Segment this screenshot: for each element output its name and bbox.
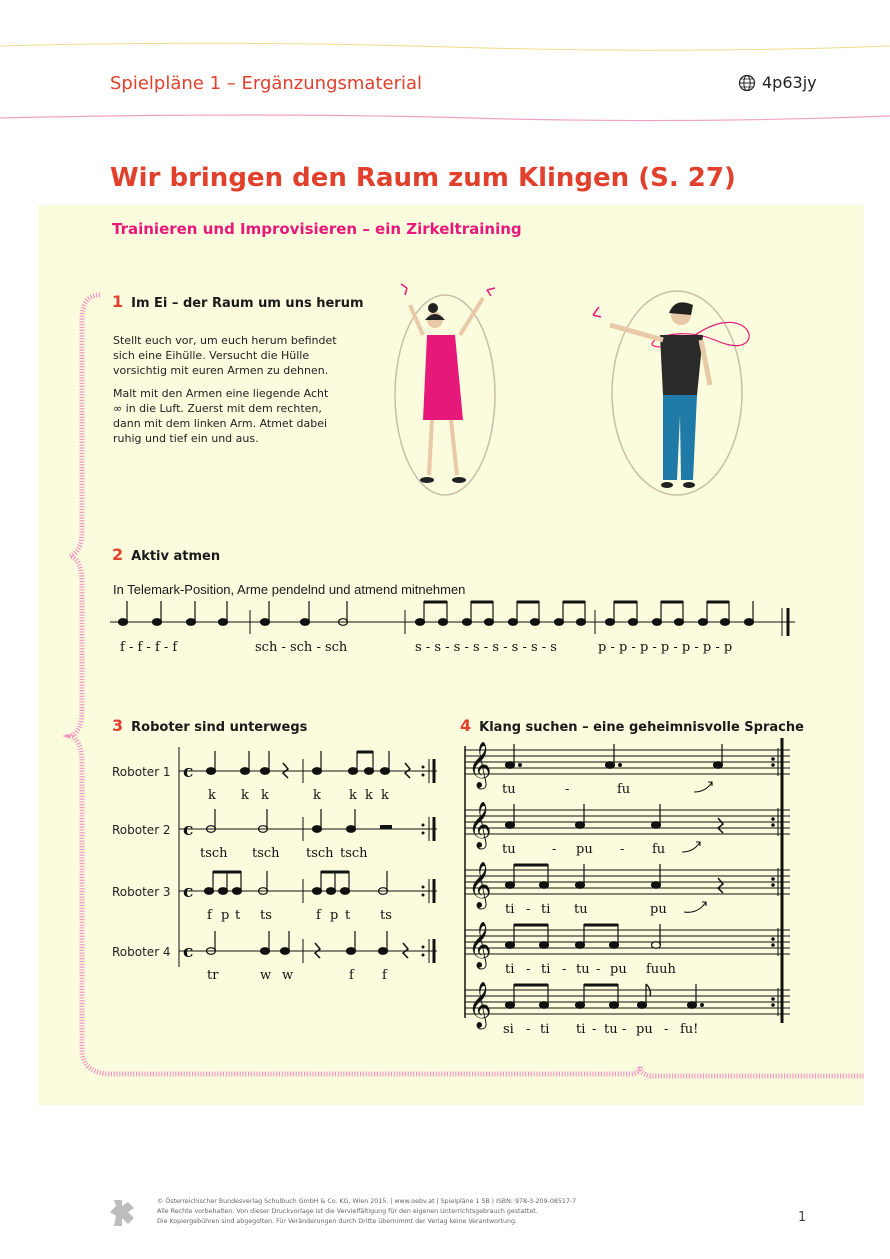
robot-1-label: Roboter 1 [112, 765, 171, 779]
svg-text:c: c [183, 882, 194, 902]
robot-4-lyric: w [260, 968, 272, 983]
s4-row-5-lyric: ti [540, 1022, 550, 1037]
robot-2-lyric: tsch [340, 846, 368, 861]
s4-row-2-lyric: - [620, 842, 625, 857]
robot-3-label: Roboter 3 [112, 885, 171, 899]
robot-2-label: Roboter 2 [112, 823, 171, 837]
s4-row-3-lyric: ti [541, 902, 551, 917]
svg-text:𝄞: 𝄞 [468, 982, 492, 1028]
section-1-number: 1 [112, 292, 124, 311]
section-2-lyric-3: s - s - s - s - s - s - s - s [415, 640, 557, 655]
s4-row-4-lyric: ti [541, 962, 551, 977]
s4-row-4-lyric: - [596, 962, 601, 977]
s4-row-4-lyric: - [562, 962, 567, 977]
s4-row-4-lyric: pu [610, 962, 627, 977]
robot-3-lyric: f [316, 908, 321, 923]
robot-1-lyric: k [381, 788, 389, 803]
s4-row-2-lyric: fu [652, 842, 666, 857]
footer-line-2: Alle Rechte vorbehalten. Von dieser Druckvorlage ist die Vervielfältigung für den eigenen Unterrichtsgebrauch gestattet. [157, 1208, 538, 1215]
svg-text:𝄞: 𝄞 [468, 802, 492, 848]
s4-row-3-lyric: tu [574, 902, 588, 917]
publisher-logo [108, 1196, 140, 1228]
robot-1-lyric: k [261, 788, 269, 803]
girl-egg-illustration [385, 280, 510, 505]
section-1-text [113, 333, 338, 454]
robot-4-lyric: w [282, 968, 294, 983]
svg-text:𝄞: 𝄞 [468, 922, 492, 968]
page-number: 1 [798, 1210, 807, 1225]
globe-icon [738, 74, 756, 92]
section-3-header [112, 716, 307, 735]
section-1-title: Im Ei – der Raum um uns herum [131, 296, 364, 311]
s4-row-2-lyric: - [552, 842, 557, 857]
s4-row-5-lyric: - [664, 1022, 669, 1037]
footer-line-3: Die Kopiergebühren sind abgegolten. Für Veränderungen durch Dritte übernimmt der Verlag keine Verantwortung. [157, 1218, 517, 1225]
section-1-para-2: Malt mit den Armen eine liegende Acht ∞ in die Luft. Zuerst mit dem rechten, dann mit dem linken Arm. Atmet dabei ruhig und tief ein und aus. [113, 387, 329, 445]
s4-row-3-lyric: - [526, 902, 531, 917]
section-4-number: 4 [460, 716, 472, 735]
svg-text:𝄞: 𝄞 [468, 862, 492, 908]
robot-2-lyric: tsch [200, 846, 228, 861]
section-2-rhythm-staff [105, 598, 805, 638]
robot-3-lyric: t [345, 908, 351, 923]
robot-1-lyric: k [365, 788, 373, 803]
robot-4-lyric: f [382, 968, 387, 983]
s4-row-4-lyric: ti [505, 962, 515, 977]
panel-subtitle: Trainieren und Improvisieren – ein Zirkeltraining [112, 220, 522, 238]
robot-1-lyric: k [313, 788, 321, 803]
online-code-text: 4p63jy [762, 73, 817, 92]
online-code[interactable] [738, 73, 817, 92]
s4-row-4-lyric: - [526, 962, 531, 977]
svg-text:𝄞: 𝄞 [468, 742, 492, 788]
page-title: Wir bringen den Raum zum Klingen (S. 27) [110, 163, 736, 193]
s4-row-5-lyric: - [592, 1022, 597, 1037]
section-2-lyric-4: p - p - p - p - p - p - p [598, 640, 733, 655]
s4-row-3-lyric: ti [505, 902, 515, 917]
section-2-lyric-1: f - f - f - f [120, 640, 178, 655]
robot-1-lyric: k [208, 788, 216, 803]
robot-3-lyric: ts [380, 908, 392, 923]
header-decoration [0, 0, 890, 130]
robot-2-lyric: tsch [252, 846, 280, 861]
section-1-para-1: Stellt euch vor, um euch herum befindet sich eine Eihülle. Versucht die Hülle vorsichtig mit euren Armen zu dehnen. [113, 334, 337, 377]
svg-text:c: c [183, 820, 194, 840]
header-title: Spielpläne 1 – Ergänzungsmaterial [110, 73, 423, 94]
footer-line-1: © Österreichischer Bundesverlag Schulbuch GmbH & Co. KG, Wien 2015. | www.oebv.at | Spielpläne 1 SB | ISBN: 978-3-209-08517-7 [157, 1198, 577, 1205]
svg-text:c: c [183, 942, 194, 962]
s4-row-5-lyric: fu! [680, 1022, 699, 1037]
section-2-lyric-2: sch - sch - sch [255, 640, 348, 655]
robot-1-lyric: k [241, 788, 249, 803]
robot-3-lyric: p [330, 908, 339, 923]
section-2-number: 2 [112, 545, 124, 564]
s4-row-4-lyric: fuuh [646, 962, 676, 977]
s4-row-1-lyric: - [565, 782, 570, 797]
s4-row-5-lyric: tu [604, 1022, 618, 1037]
section-2-header [112, 545, 220, 564]
robot-3-lyric: p [221, 908, 230, 923]
s4-row-5-lyric: - [526, 1022, 531, 1037]
robot-1-lyric: k [349, 788, 357, 803]
section-2-title: Aktiv atmen [131, 549, 221, 564]
robot-4-lyric: f [349, 968, 354, 983]
robot-3-lyric: t [235, 908, 241, 923]
robot-3-lyric: f [207, 908, 212, 923]
robot-3-lyric: ts [260, 908, 272, 923]
s4-row-5-lyric: pu [636, 1022, 653, 1037]
robot-2-lyric: tsch [306, 846, 334, 861]
s4-row-1-lyric: tu [502, 782, 516, 797]
section-3-title: Roboter sind unterwegs [131, 720, 308, 735]
s4-row-5-lyric: - [622, 1022, 627, 1037]
footer-text [157, 1197, 576, 1227]
robot-4-lyric: tr [207, 968, 219, 983]
s4-row-4-lyric: tu [576, 962, 590, 977]
s4-row-3-lyric: pu [650, 902, 667, 917]
s4-row-5-lyric: si [503, 1022, 514, 1037]
section-4-title: Klang suchen – eine geheimnisvolle Sprache [479, 720, 804, 735]
section-4-header [460, 716, 804, 735]
s4-row-2-lyric: tu [502, 842, 516, 857]
s4-row-1-lyric: fu [617, 782, 631, 797]
section-1-header [112, 292, 364, 311]
s4-row-2-lyric: pu [576, 842, 593, 857]
s4-row-5-lyric: ti [576, 1022, 586, 1037]
svg-text:c: c [183, 762, 194, 782]
boy-egg-illustration [585, 285, 765, 500]
section-3-number: 3 [112, 716, 124, 735]
section-2-instruction: In Telemark-Position, Arme pendelnd und atmend mitnehmen [113, 582, 466, 597]
robot-4-label: Roboter 4 [112, 945, 171, 959]
